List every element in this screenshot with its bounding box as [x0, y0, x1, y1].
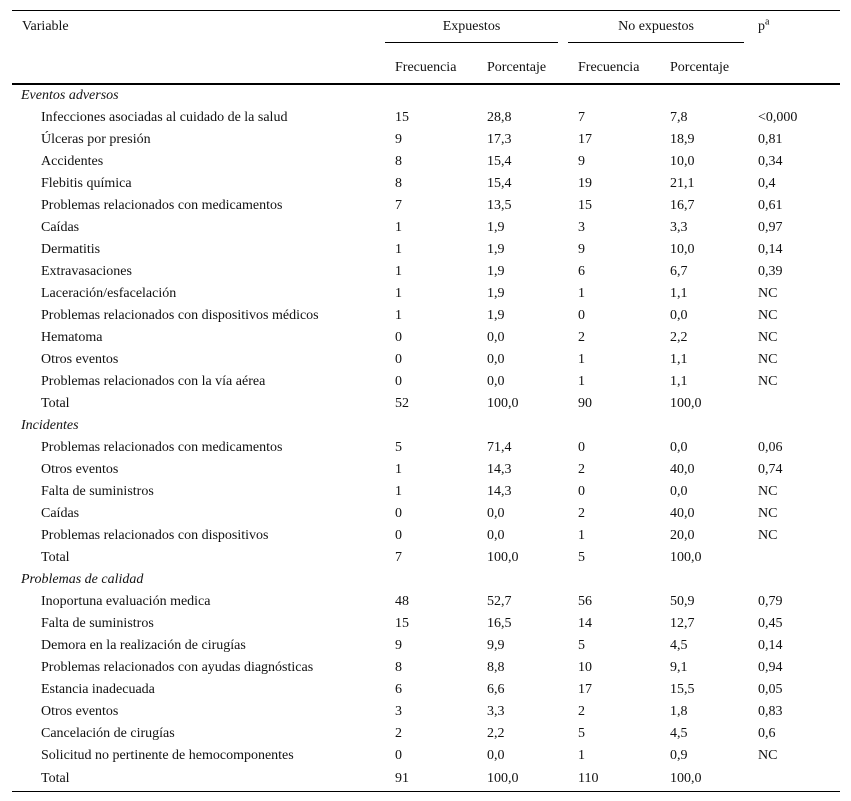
p-value: NC	[758, 484, 778, 499]
p-value: NC	[758, 352, 778, 367]
exposed-percentage: 17,3	[487, 132, 512, 147]
row-label: Laceración/esfacelación	[41, 286, 177, 301]
unexposed-frequency: 90	[578, 396, 592, 411]
table-row	[12, 349, 840, 371]
unexposed-frequency: 19	[578, 176, 592, 191]
section-title: Incidentes	[21, 418, 79, 433]
unexposed-frequency: 10	[578, 660, 592, 675]
row-label: Problemas relacionados con medicamentos	[41, 440, 283, 455]
unexposed-percentage: 10,0	[670, 154, 695, 169]
row-label: Total	[41, 550, 70, 565]
table-row	[12, 261, 840, 283]
total-row	[12, 547, 840, 569]
p-value: NC	[758, 374, 778, 389]
unexposed-percentage: 0,0	[670, 484, 688, 499]
row-label: Falta de suministros	[41, 484, 154, 499]
row-label: Problemas relacionados con dispositivos	[41, 528, 269, 543]
unexposed-percentage: 21,1	[670, 176, 695, 191]
p-value: <0,000	[758, 110, 798, 125]
p-subheader-empty	[748, 52, 840, 84]
p-value	[748, 767, 840, 792]
exposed-percentage: 1,9	[487, 242, 505, 257]
p-value: NC	[758, 506, 778, 521]
unexposed-percentage: 1,1	[670, 352, 688, 367]
exposed-frequency: 8	[395, 154, 402, 169]
row-label: Extravasaciones	[41, 264, 132, 279]
exposed-percentage: 2,2	[487, 726, 505, 741]
exposed-frequency: 1	[395, 264, 402, 279]
section-header-row	[12, 569, 840, 591]
unexposed-frequency: 5	[578, 726, 585, 741]
table-row	[12, 613, 840, 635]
row-label: Estancia inadecuada	[41, 682, 155, 697]
unexposed-percentage: 3,3	[670, 220, 688, 235]
unexposed-frequency: 17	[578, 682, 592, 697]
p-value: 0,39	[758, 264, 783, 279]
row-label: Inoportuna evaluación medica	[41, 594, 211, 609]
p-value: 0,74	[758, 462, 783, 477]
table-row	[12, 745, 840, 767]
total-row	[12, 767, 840, 792]
unexposed-frequency: 110	[568, 767, 660, 792]
p-value: 0,14	[758, 242, 783, 257]
row-label: Flebitis química	[41, 176, 132, 191]
unexposed-percentage: 18,9	[670, 132, 695, 147]
exposed-percentage: 1,9	[487, 286, 505, 301]
unexposed-percentage: 4,5	[670, 726, 688, 741]
table-row	[12, 327, 840, 349]
unexposed-frequency: 1	[578, 528, 585, 543]
p-value: 0,05	[758, 682, 783, 697]
table-row	[12, 701, 840, 723]
exposed-percentage: 71,4	[487, 440, 512, 455]
unexposed-frequency: 2	[578, 330, 585, 345]
row-label: Solicitud no pertinente de hemocomponentes	[41, 748, 294, 763]
exposed-frequency: 1	[395, 462, 402, 477]
exposed-frequency: 0	[395, 748, 402, 763]
exposed-percentage: 6,6	[487, 682, 505, 697]
table-row	[12, 657, 840, 679]
unexposed-group-label: No expuestos	[568, 19, 744, 43]
row-label: Problemas relacionados con medicamentos	[41, 198, 283, 213]
unexposed-percentage-header: Porcentaje	[660, 52, 748, 84]
unexposed-percentage: 1,1	[670, 286, 688, 301]
unexposed-percentage: 1,1	[670, 374, 688, 389]
exposed-frequency: 7	[395, 198, 402, 213]
unexposed-percentage: 16,7	[670, 198, 695, 213]
p-value: 0,45	[758, 616, 783, 631]
exposed-percentage: 16,5	[487, 616, 512, 631]
exposed-frequency: 0	[395, 506, 402, 521]
exposed-percentage: 100,0	[487, 396, 519, 411]
variable-subheader-empty	[12, 52, 385, 84]
unexposed-frequency: 5	[578, 638, 585, 653]
row-label: Total	[41, 396, 70, 411]
adverse-events-table	[12, 10, 840, 792]
exposed-frequency: 0	[395, 528, 402, 543]
unexposed-percentage: 40,0	[670, 506, 695, 521]
section-title: Problemas de calidad	[21, 572, 144, 587]
p-value: 0,34	[758, 154, 783, 169]
total-row	[12, 393, 840, 415]
unexposed-frequency: 3	[578, 220, 585, 235]
exposed-frequency: 6	[395, 682, 402, 697]
exposed-frequency: 9	[395, 638, 402, 653]
exposed-percentage: 9,9	[487, 638, 505, 653]
unexposed-frequency: 9	[578, 154, 585, 169]
table-row	[12, 635, 840, 657]
exposed-percentage: 0,0	[487, 528, 505, 543]
row-label: Falta de suministros	[41, 616, 154, 631]
p-value: 0,83	[758, 704, 783, 719]
exposed-frequency: 3	[395, 704, 402, 719]
row-label: Total	[12, 767, 385, 792]
table-row	[12, 503, 840, 525]
p-value: NC	[758, 528, 778, 543]
row-label: Otros eventos	[41, 462, 119, 477]
table-row	[12, 151, 840, 173]
table-row	[12, 173, 840, 195]
exposed-frequency-header: Frecuencia	[385, 52, 476, 84]
exposed-frequency: 0	[395, 330, 402, 345]
unexposed-frequency: 0	[578, 440, 585, 455]
unexposed-percentage: 7,8	[670, 110, 688, 125]
unexposed-frequency: 6	[578, 264, 585, 279]
row-label: Problemas relacionados con la vía aérea	[41, 374, 266, 389]
unexposed-frequency: 15	[578, 198, 592, 213]
p-value: 0,94	[758, 660, 783, 675]
unexposed-frequency-header: Frecuencia	[568, 52, 660, 84]
row-label: Problemas relacionados con ayudas diagnósticas	[41, 660, 314, 675]
exposed-percentage: 0,0	[487, 352, 505, 367]
unexposed-frequency: 7	[578, 110, 585, 125]
unexposed-percentage: 20,0	[670, 528, 695, 543]
exposed-percentage: 14,3	[487, 462, 512, 477]
unexposed-percentage: 50,9	[670, 594, 695, 609]
exposed-frequency: 1	[395, 484, 402, 499]
p-value: 0,06	[758, 440, 783, 455]
p-value-header	[748, 11, 840, 53]
unexposed-percentage: 40,0	[670, 462, 695, 477]
exposed-percentage-header: Porcentaje	[476, 52, 568, 84]
unexposed-percentage: 100,0	[670, 550, 702, 565]
exposed-frequency: 5	[395, 440, 402, 455]
exposed-group-label: Expuestos	[385, 19, 558, 43]
p-value: 0,79	[758, 594, 783, 609]
exposed-percentage: 0,0	[487, 506, 505, 521]
adverse-events-table-container	[12, 10, 840, 792]
table-row	[12, 371, 840, 393]
exposed-frequency: 7	[395, 550, 402, 565]
exposed-percentage: 1,9	[487, 264, 505, 279]
exposed-percentage: 8,8	[487, 660, 505, 675]
p-value: NC	[758, 330, 778, 345]
exposed-percentage: 1,9	[487, 220, 505, 235]
row-label: Caídas	[41, 220, 80, 235]
exposed-frequency: 1	[395, 220, 402, 235]
unexposed-frequency: 5	[578, 550, 585, 565]
unexposed-frequency: 0	[578, 484, 585, 499]
exposed-frequency: 15	[395, 110, 409, 125]
row-label: Caídas	[41, 506, 80, 521]
row-label: Hematoma	[41, 330, 103, 345]
unexposed-percentage: 0,9	[670, 748, 688, 763]
table-row	[12, 723, 840, 745]
unexposed-percentage: 4,5	[670, 638, 688, 653]
unexposed-percentage: 2,2	[670, 330, 688, 345]
unexposed-frequency: 0	[578, 308, 585, 323]
row-label: Úlceras por presión	[41, 132, 151, 147]
exposed-percentage: 15,4	[487, 154, 512, 169]
table-row	[12, 107, 840, 129]
table-row	[12, 283, 840, 305]
exposed-percentage: 0,0	[487, 374, 505, 389]
p-value: NC	[758, 286, 778, 301]
unexposed-percentage: 0,0	[670, 440, 688, 455]
table-row	[12, 437, 840, 459]
exposed-percentage: 3,3	[487, 704, 505, 719]
exposed-frequency: 0	[395, 352, 402, 367]
exposed-frequency: 1	[395, 242, 402, 257]
exposed-percentage: 100,0	[487, 550, 519, 565]
row-label: Dermatitis	[41, 242, 101, 257]
unexposed-frequency: 2	[578, 506, 585, 521]
exposed-frequency: 52	[395, 396, 409, 411]
p-value: 0,14	[758, 638, 783, 653]
variable-header: Variable	[12, 11, 385, 53]
p-label: p	[758, 19, 766, 34]
unexposed-frequency: 1	[578, 286, 585, 301]
exposed-percentage: 0,0	[487, 330, 505, 345]
table-row	[12, 525, 840, 547]
unexposed-frequency: 1	[578, 748, 585, 763]
unexposed-percentage: 9,1	[670, 660, 688, 675]
row-label: Otros eventos	[41, 352, 119, 367]
unexposed-frequency: 1	[578, 352, 585, 367]
row-label: Problemas relacionados con dispositivos médicos	[41, 308, 319, 323]
row-label: Infecciones asociadas al cuidado de la salud	[41, 110, 288, 125]
exposed-frequency: 8	[395, 176, 402, 191]
unexposed-percentage: 10,0	[670, 242, 695, 257]
exposed-percentage: 15,4	[487, 176, 512, 191]
p-value: 0,6	[758, 726, 776, 741]
table-row	[12, 679, 840, 701]
exposed-frequency: 15	[395, 616, 409, 631]
exposed-percentage: 13,5	[487, 198, 512, 213]
unexposed-frequency: 17	[578, 132, 592, 147]
p-value	[748, 393, 840, 415]
p-footnote-marker: a	[765, 16, 770, 28]
table-row	[12, 195, 840, 217]
exposed-percentage: 0,0	[487, 748, 505, 763]
unexposed-percentage: 12,7	[670, 616, 695, 631]
row-label: Otros eventos	[41, 704, 119, 719]
table-row	[12, 239, 840, 261]
table-row	[12, 481, 840, 503]
row-label: Demora en la realización de cirugías	[41, 638, 246, 653]
exposed-frequency: 48	[395, 594, 409, 609]
unexposed-percentage: 15,5	[670, 682, 695, 697]
section-header-row	[12, 415, 840, 437]
exposed-frequency: 1	[395, 308, 402, 323]
table-header	[12, 11, 840, 85]
unexposed-frequency: 2	[578, 462, 585, 477]
unexposed-frequency: 2	[578, 704, 585, 719]
exposed-frequency: 8	[395, 660, 402, 675]
p-value: NC	[758, 308, 778, 323]
exposed-percentage: 100,0	[476, 767, 568, 792]
exposed-percentage: 1,9	[487, 308, 505, 323]
section-title: Eventos adversos	[21, 88, 119, 103]
exposed-frequency: 9	[395, 132, 402, 147]
unexposed-percentage: 6,7	[670, 264, 688, 279]
p-value: NC	[758, 748, 778, 763]
unexposed-frequency: 1	[578, 374, 585, 389]
exposed-percentage: 28,8	[487, 110, 512, 125]
section-header-row	[12, 84, 840, 107]
p-value: 0,97	[758, 220, 783, 235]
row-label: Accidentes	[41, 154, 104, 169]
exposed-percentage: 52,7	[487, 594, 512, 609]
unexposed-frequency: 14	[578, 616, 592, 631]
table-row	[12, 217, 840, 239]
p-value: 0,61	[758, 198, 783, 213]
table-row	[12, 459, 840, 481]
table-row	[12, 305, 840, 327]
unexposed-group-header	[568, 11, 748, 53]
exposed-frequency: 91	[385, 767, 476, 792]
p-value: 0,81	[758, 132, 783, 147]
unexposed-percentage: 100,0	[670, 396, 702, 411]
exposed-group-header	[385, 11, 568, 53]
table-row	[12, 129, 840, 151]
exposed-frequency: 1	[395, 286, 402, 301]
p-value	[748, 547, 840, 569]
table-row	[12, 591, 840, 613]
table-body	[12, 84, 840, 792]
exposed-percentage: 14,3	[487, 484, 512, 499]
p-value: 0,4	[758, 176, 776, 191]
exposed-frequency: 2	[395, 726, 402, 741]
unexposed-percentage: 0,0	[670, 308, 688, 323]
unexposed-frequency: 9	[578, 242, 585, 257]
row-label: Cancelación de cirugías	[41, 726, 175, 741]
unexposed-frequency: 56	[578, 594, 592, 609]
unexposed-percentage: 1,8	[670, 704, 688, 719]
unexposed-percentage: 100,0	[660, 767, 748, 792]
exposed-frequency: 0	[395, 374, 402, 389]
